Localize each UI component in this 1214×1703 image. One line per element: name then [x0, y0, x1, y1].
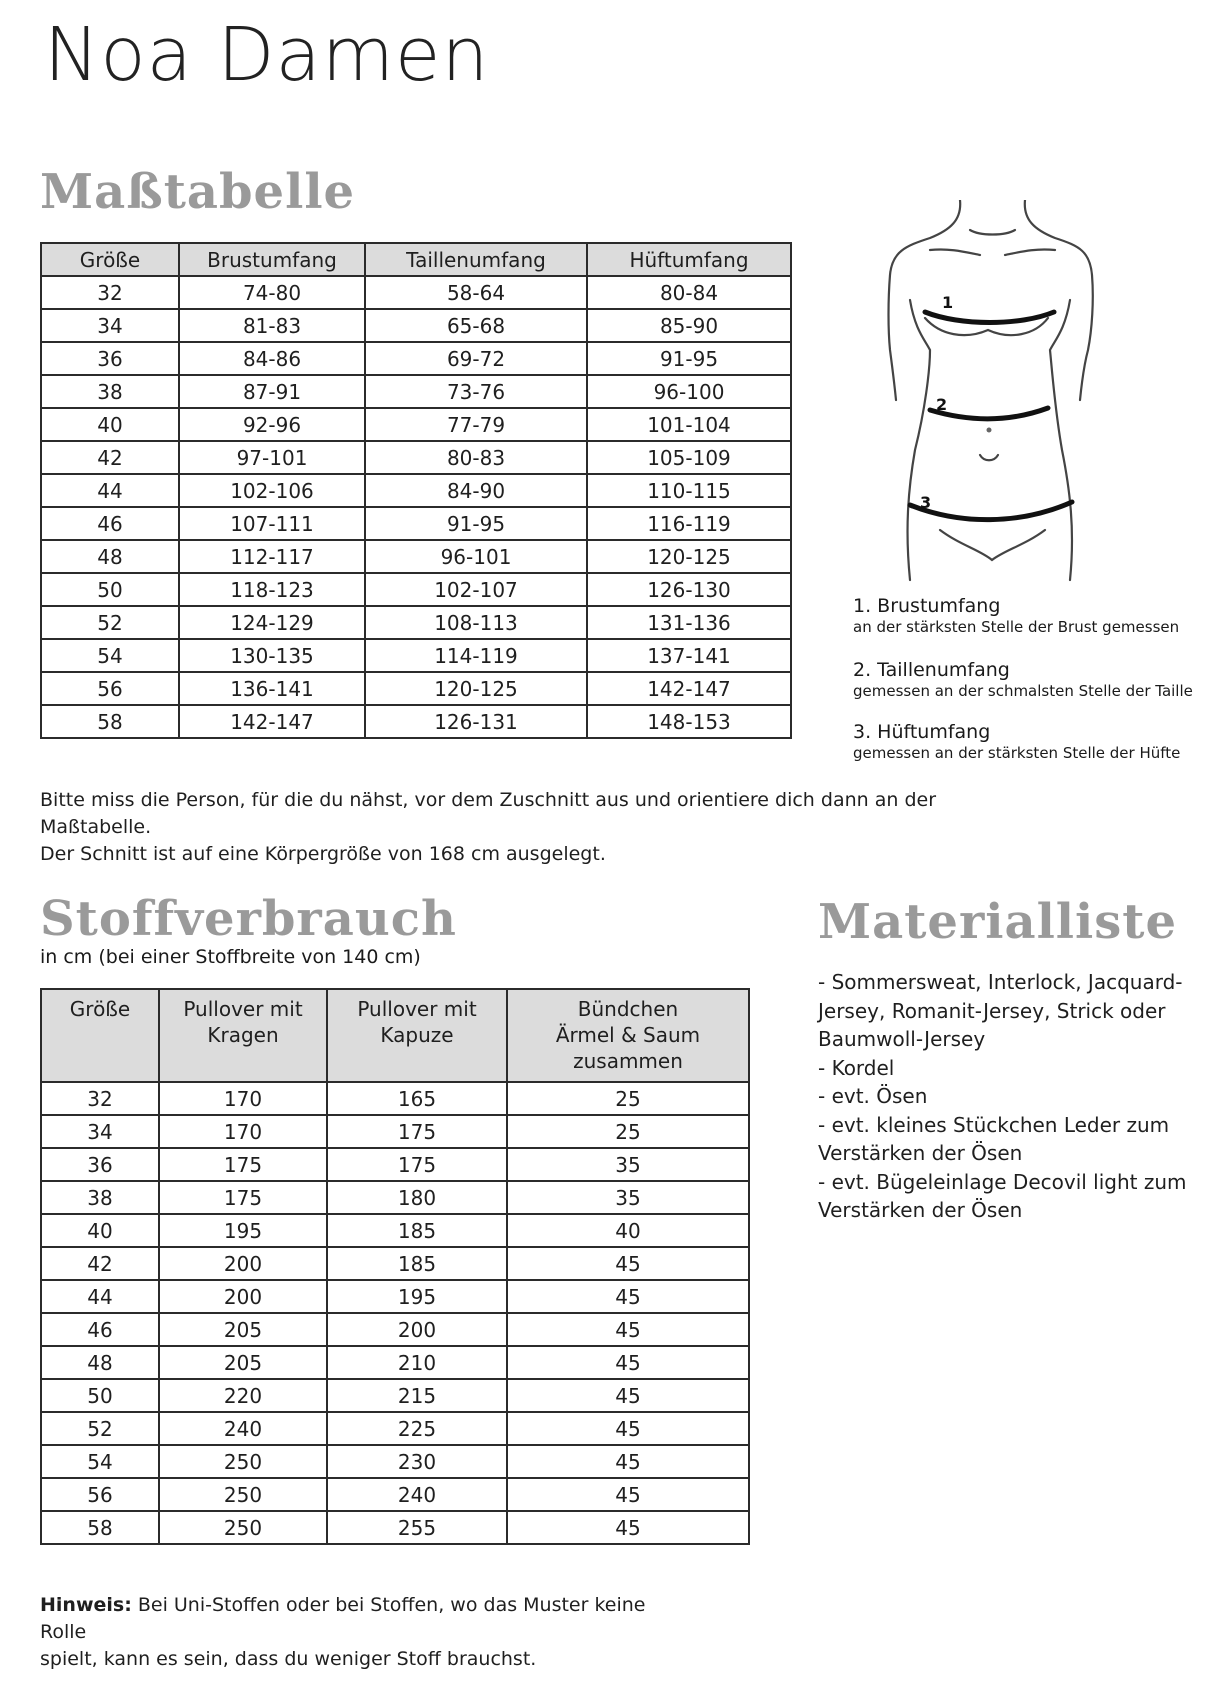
- table-cell: 195: [327, 1280, 507, 1313]
- table-cell: 81-83: [179, 309, 365, 342]
- table-cell: 126-130: [587, 573, 791, 606]
- table-cell: 45: [507, 1379, 749, 1412]
- table-cell: 38: [41, 375, 179, 408]
- table-cell: 175: [159, 1148, 327, 1181]
- table-cell: 91-95: [587, 342, 791, 375]
- table-cell: 120-125: [587, 540, 791, 573]
- table-cell: 45: [507, 1478, 749, 1511]
- fabric-usage-row: [41, 1148, 749, 1181]
- table-cell: 205: [159, 1313, 327, 1346]
- legend-description: gemessen an der schmalsten Stelle der Taille: [853, 682, 1193, 700]
- marker-2: 2: [936, 395, 948, 414]
- table-cell: 180: [327, 1181, 507, 1214]
- size-chart-heading: Maßtabelle: [40, 164, 356, 220]
- table-cell: 85-90: [587, 309, 791, 342]
- size-chart-row: [41, 606, 791, 639]
- size-note-line: Der Schnitt ist auf eine Körpergröße von 168 cm ausgelegt.: [40, 843, 606, 865]
- marker-1: 1: [942, 293, 954, 312]
- table-cell: 136-141: [179, 672, 365, 705]
- table-cell: 56: [41, 672, 179, 705]
- column-header: Hüftumfang: [587, 243, 791, 276]
- table-cell: 96-100: [587, 375, 791, 408]
- table-cell: 45: [507, 1445, 749, 1478]
- fabric-usage-table: [40, 988, 750, 1545]
- table-cell: 84-86: [179, 342, 365, 375]
- table-cell: 45: [507, 1247, 749, 1280]
- size-chart-row: [41, 276, 791, 309]
- table-cell: 40: [507, 1214, 749, 1247]
- marker-3: 3: [920, 493, 932, 512]
- table-cell: 87-91: [179, 375, 365, 408]
- legend-title: 1. Brustumfang: [853, 595, 1001, 617]
- table-cell: 58-64: [365, 276, 587, 309]
- material-line: - Kordel: [818, 1055, 895, 1080]
- size-chart-row: [41, 474, 791, 507]
- size-chart-row: [41, 375, 791, 408]
- table-cell: 185: [327, 1214, 507, 1247]
- table-cell: 250: [159, 1478, 327, 1511]
- table-cell: 40: [41, 408, 179, 441]
- table-cell: 240: [327, 1478, 507, 1511]
- table-cell: 250: [159, 1511, 327, 1544]
- fabric-usage-row: [41, 1412, 749, 1445]
- fabric-usage-row: [41, 1280, 749, 1313]
- table-cell: 200: [159, 1280, 327, 1313]
- size-chart-row: [41, 408, 791, 441]
- table-cell: 38: [41, 1181, 159, 1214]
- table-cell: 108-113: [365, 606, 587, 639]
- table-cell: 46: [41, 507, 179, 540]
- size-chart-table: [40, 242, 792, 739]
- size-chart-row: [41, 639, 791, 672]
- fabric-usage-row: [41, 1478, 749, 1511]
- table-cell: 120-125: [365, 672, 587, 705]
- material-line: Baumwoll-Jersey: [818, 1027, 986, 1051]
- column-header: Taillenumfang: [365, 243, 587, 276]
- body-measurement-figure: [870, 200, 1100, 585]
- table-cell: 170: [159, 1082, 327, 1115]
- legend-description: an der stärksten Stelle der Brust gemessen: [853, 618, 1180, 636]
- fabric-usage-row: [41, 1214, 749, 1247]
- table-cell: 45: [507, 1313, 749, 1346]
- table-cell: 96-101: [365, 540, 587, 573]
- table-cell: 142-147: [587, 672, 791, 705]
- table-cell: 35: [507, 1148, 749, 1181]
- fabric-usage-row: [41, 1313, 749, 1346]
- table-cell: 69-72: [365, 342, 587, 375]
- size-chart-row: [41, 672, 791, 705]
- table-cell: 101-104: [587, 408, 791, 441]
- column-header: Bündchen Ärmel & Saum zusammen: [507, 989, 749, 1082]
- table-cell: 50: [41, 573, 179, 606]
- materials-list: [818, 968, 1198, 1225]
- legend-item-bust: [853, 594, 1203, 636]
- fabric-usage-row: [41, 1379, 749, 1412]
- document-title: Noa Damen: [44, 12, 490, 98]
- table-cell: 148-153: [587, 705, 791, 738]
- size-note-line: Bitte miss die Person, für die du nähst, vor dem Zuschnitt aus und orientiere dich dann an der Maßtabelle.: [40, 789, 937, 838]
- table-cell: 35: [507, 1181, 749, 1214]
- fabric-usage-row: [41, 1445, 749, 1478]
- waist-line: [930, 408, 1048, 419]
- table-cell: 91-95: [365, 507, 587, 540]
- table-cell: 54: [41, 639, 179, 672]
- legend-item-hip: [853, 720, 1203, 762]
- fabric-usage-row: [41, 1181, 749, 1214]
- table-cell: 185: [327, 1247, 507, 1280]
- table-cell: 48: [41, 540, 179, 573]
- table-cell: 240: [159, 1412, 327, 1445]
- table-cell: 114-119: [365, 639, 587, 672]
- table-cell: 210: [327, 1346, 507, 1379]
- table-cell: 65-68: [365, 309, 587, 342]
- size-chart-row: [41, 705, 791, 738]
- table-cell: 137-141: [587, 639, 791, 672]
- fabric-usage-row: [41, 1346, 749, 1379]
- table-cell: 102-106: [179, 474, 365, 507]
- table-cell: 46: [41, 1313, 159, 1346]
- hint-text: Bei Uni-Stoffen oder bei Stoffen, wo das Muster keine Rolle: [40, 1594, 646, 1643]
- table-cell: 131-136: [587, 606, 791, 639]
- table-cell: 170: [159, 1115, 327, 1148]
- table-cell: 200: [159, 1247, 327, 1280]
- hint-label: Hinweis:: [40, 1594, 132, 1616]
- table-cell: 36: [41, 1148, 159, 1181]
- table-cell: 45: [507, 1412, 749, 1445]
- column-header: Pullover mit Kragen: [159, 989, 327, 1082]
- measurement-lines: [910, 312, 1072, 520]
- table-cell: 73-76: [365, 375, 587, 408]
- materials-heading: Materialliste: [818, 894, 1178, 950]
- navel-mark: [987, 428, 992, 433]
- table-cell: 36: [41, 342, 179, 375]
- table-cell: 42: [41, 1247, 159, 1280]
- table-cell: 200: [327, 1313, 507, 1346]
- table-cell: 130-135: [179, 639, 365, 672]
- table-cell: 74-80: [179, 276, 365, 309]
- table-cell: 54: [41, 1445, 159, 1478]
- table-cell: 215: [327, 1379, 507, 1412]
- table-cell: 230: [327, 1445, 507, 1478]
- table-cell: 32: [41, 276, 179, 309]
- size-chart-row: [41, 441, 791, 474]
- table-cell: 34: [41, 1115, 159, 1148]
- size-chart-row: [41, 309, 791, 342]
- table-cell: 195: [159, 1214, 327, 1247]
- table-cell: 118-123: [179, 573, 365, 606]
- table-cell: 25: [507, 1115, 749, 1148]
- material-line: - evt. Bügeleinlage Decovil light zum: [818, 1169, 1187, 1194]
- table-cell: 126-131: [365, 705, 587, 738]
- fabric-hint: [40, 1592, 680, 1673]
- bust-line: [925, 312, 1054, 323]
- material-line: - evt. kleines Stückchen Leder zum: [818, 1112, 1170, 1137]
- hip-line: [910, 502, 1072, 520]
- table-cell: 77-79: [365, 408, 587, 441]
- material-line: - Sommersweat, Interlock, Jacquard-: [818, 970, 1183, 994]
- table-cell: 84-90: [365, 474, 587, 507]
- table-cell: 48: [41, 1346, 159, 1379]
- table-cell: 175: [159, 1181, 327, 1214]
- table-cell: 40: [41, 1214, 159, 1247]
- table-cell: 97-101: [179, 441, 365, 474]
- table-cell: 56: [41, 1478, 159, 1511]
- size-chart-row: [41, 540, 791, 573]
- table-cell: 175: [327, 1115, 507, 1148]
- table-cell: 110-115: [587, 474, 791, 507]
- table-cell: 102-107: [365, 573, 587, 606]
- table-cell: 142-147: [179, 705, 365, 738]
- table-cell: 32: [41, 1082, 159, 1115]
- fabric-header-row: [41, 989, 749, 1082]
- table-cell: 92-96: [179, 408, 365, 441]
- column-header: Größe: [41, 243, 179, 276]
- table-cell: 112-117: [179, 540, 365, 573]
- material-line: Verstärken der Ösen: [818, 1198, 1023, 1222]
- legend-description: gemessen an der stärksten Stelle der Hüfte: [853, 744, 1181, 762]
- legend-title: 2. Taillenumfang: [853, 659, 1010, 681]
- table-cell: 50: [41, 1379, 159, 1412]
- size-chart-row: [41, 507, 791, 540]
- table-cell: 116-119: [587, 507, 791, 540]
- fabric-usage-row: [41, 1247, 749, 1280]
- table-cell: 250: [159, 1445, 327, 1478]
- table-cell: 175: [327, 1148, 507, 1181]
- table-cell: 80-84: [587, 276, 791, 309]
- table-cell: 45: [507, 1280, 749, 1313]
- fabric-usage-subtitle: in cm (bei einer Stoffbreite von 140 cm): [40, 946, 421, 968]
- table-cell: 42: [41, 441, 179, 474]
- table-cell: 80-83: [365, 441, 587, 474]
- size-chart-row: [41, 342, 791, 375]
- hint-text-line2: spielt, kann es sein, dass du weniger Stoff brauchst.: [40, 1648, 537, 1670]
- material-line: Jersey, Romanit-Jersey, Strick oder: [818, 998, 1166, 1023]
- table-cell: 225: [327, 1412, 507, 1445]
- table-cell: 25: [507, 1082, 749, 1115]
- legend-item-waist: [853, 658, 1203, 700]
- fabric-usage-row: [41, 1115, 749, 1148]
- table-cell: 52: [41, 606, 179, 639]
- table-cell: 44: [41, 474, 179, 507]
- torso-outline: [889, 200, 1093, 580]
- material-line: - evt. Ösen: [818, 1084, 928, 1108]
- column-header: Pullover mit Kapuze: [327, 989, 507, 1082]
- material-line: Verstärken der Ösen: [818, 1141, 1023, 1165]
- size-chart-note: [40, 787, 1040, 868]
- legend-title: 3. Hüftumfang: [853, 721, 991, 743]
- table-cell: 124-129: [179, 606, 365, 639]
- fabric-usage-row: [41, 1511, 749, 1544]
- column-header: Brustumfang: [179, 243, 365, 276]
- table-cell: 52: [41, 1412, 159, 1445]
- table-cell: 45: [507, 1511, 749, 1544]
- table-cell: 255: [327, 1511, 507, 1544]
- table-cell: 107-111: [179, 507, 365, 540]
- size-chart-row: [41, 573, 791, 606]
- size-chart-header-row: [41, 243, 791, 276]
- table-cell: 45: [507, 1346, 749, 1379]
- table-cell: 44: [41, 1280, 159, 1313]
- table-cell: 220: [159, 1379, 327, 1412]
- fabric-usage-row: [41, 1082, 749, 1115]
- table-cell: 105-109: [587, 441, 791, 474]
- table-cell: 165: [327, 1082, 507, 1115]
- table-cell: 58: [41, 1511, 159, 1544]
- table-cell: 34: [41, 309, 179, 342]
- fabric-usage-heading: Stoffverbrauch: [40, 891, 457, 947]
- table-cell: 205: [159, 1346, 327, 1379]
- table-cell: 58: [41, 705, 179, 738]
- column-header: Größe: [41, 989, 159, 1082]
